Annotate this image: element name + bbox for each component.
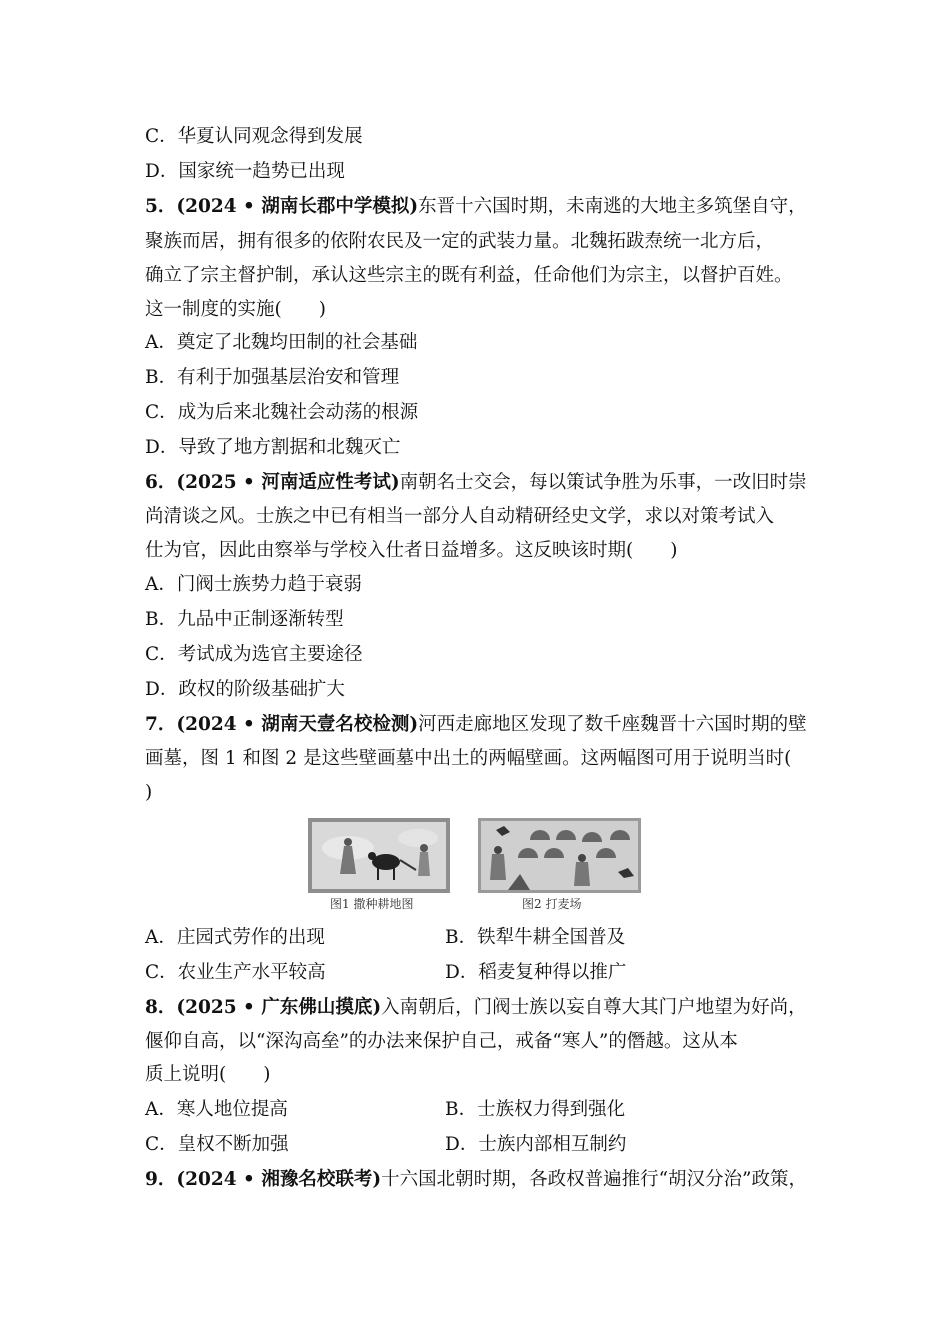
q8-option-b: B．士族权力得到强化 bbox=[445, 1099, 626, 1120]
q6-option-c: C．考试成为选官主要途径 bbox=[145, 644, 363, 665]
q4-option-c: C．华夏认同观念得到发展 bbox=[145, 126, 363, 147]
q6-option-a: A．门阀士族势力趋于衰弱 bbox=[145, 574, 362, 595]
q5-option-c: C．成为后来北魏社会动荡的根源 bbox=[145, 402, 419, 423]
q9-text: 十六国北朝时期，各政权普遍推行“胡汉分治”政策， bbox=[381, 1169, 807, 1190]
q6-option-b: B．九品中正制逐渐转型 bbox=[145, 609, 344, 630]
q8-number: 8． bbox=[145, 997, 177, 1018]
q4-option-d: D．国家统一趋势已出现 bbox=[145, 161, 345, 182]
q7-option-b: B．铁犁牛耕全国普及 bbox=[445, 927, 626, 948]
q6-option-d: D．政权的阶级基础扩大 bbox=[145, 679, 345, 700]
q7-number: 7． bbox=[145, 714, 177, 735]
q8-stem-line3: 质上说明( ) bbox=[145, 1064, 271, 1085]
q5-source: (2024 • 湖南长郡中学模拟) bbox=[176, 196, 419, 217]
q5-option-a: A．奠定了北魏均田制的社会基础 bbox=[145, 332, 418, 353]
q7-source: (2024 • 湖南天壹名校检测) bbox=[176, 714, 419, 735]
q6-stem-line2: 尚清谈之风。士族之中已有相当一部分人自动精研经史文学，求以对策考试入 bbox=[145, 506, 775, 527]
mural-figure-1-caption: 图1 撒种耕地图 bbox=[330, 897, 414, 911]
q5-option-d: D．导致了地方割据和北魏灭亡 bbox=[145, 437, 401, 458]
q8-text: 入南朝后，门阀士族以妄自尊大其门户地望为好尚， bbox=[381, 997, 807, 1018]
mural-figure-2-image bbox=[478, 818, 641, 893]
q7-stem-line1 bbox=[145, 713, 807, 737]
q7-option-a: A．庄园式劳作的出现 bbox=[145, 927, 325, 948]
q7-stem-line2: 画墓，图 1 和图 2 是这些壁画墓中出土的两幅壁画。这两幅图可用于说明当时( bbox=[145, 748, 792, 769]
q6-number: 6． bbox=[145, 472, 177, 493]
q8-stem-line1 bbox=[145, 996, 807, 1020]
q5-text: 东晋十六国时期，未南逃的大地主多筑堡自守， bbox=[418, 196, 807, 217]
q5-stem-line1 bbox=[145, 195, 807, 219]
q6-stem-line1 bbox=[145, 471, 807, 495]
mural-figure-2-caption: 图2 打麦场 bbox=[522, 897, 582, 911]
q8-option-a: A．寒人地位提高 bbox=[145, 1099, 288, 1120]
q6-source: (2025 • 河南适应性考试) bbox=[176, 472, 400, 493]
q6-stem-line3: 仕为官，因此由察举与学校入仕者日益增多。这反映该时期( ) bbox=[145, 540, 678, 561]
q9-stem-line1 bbox=[145, 1168, 807, 1192]
q8-option-c: C．皇权不断加强 bbox=[145, 1134, 289, 1155]
q5-number: 5． bbox=[145, 196, 177, 217]
q8-option-d: D．士族内部相互制约 bbox=[445, 1134, 627, 1155]
q5-stem-line4: 这一制度的实施( ) bbox=[145, 299, 326, 320]
q8-stem-line2: 偃仰自高，以“深沟高垒”的办法来保护自己，戒备“寒人”的僭越。这从本 bbox=[145, 1031, 738, 1052]
q7-text: 河西走廊地区发现了数千座魏晋十六国时期的壁 bbox=[418, 714, 807, 735]
mural-figure-1-image bbox=[308, 818, 450, 893]
q7-option-d: D．稻麦复种得以推广 bbox=[445, 962, 627, 983]
q5-option-b: B．有利于加强基层治安和管理 bbox=[145, 367, 400, 388]
q7-stem-line3: ) bbox=[145, 782, 153, 803]
q7-option-c: C．农业生产水平较高 bbox=[145, 962, 326, 983]
q5-stem-line2: 聚族而居，拥有很多的依附农民及一定的武装力量。北魏拓跋焘统一北方后， bbox=[145, 231, 775, 252]
q9-number: 9． bbox=[145, 1169, 177, 1190]
q9-source: (2024 • 湘豫名校联考) bbox=[176, 1169, 382, 1190]
q5-stem-line3: 确立了宗主督护制，承认这些宗主的既有利益，任命他们为宗主，以督护百姓。 bbox=[145, 265, 793, 286]
q6-text: 南朝名士交会，每以策试争胜为乐事，一改旧时崇 bbox=[399, 472, 807, 493]
q8-source: (2025 • 广东佛山摸底) bbox=[176, 997, 382, 1018]
